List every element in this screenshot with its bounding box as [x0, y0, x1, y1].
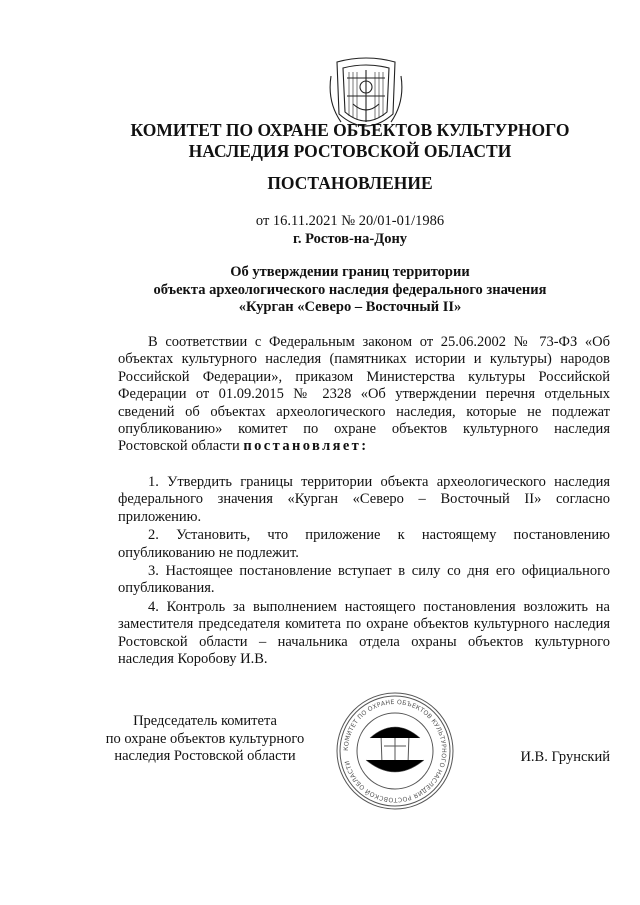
decree-item: 4. Контроль за выполнением настоящего постановления возложить на заместителя председателя комитета по охране объектов культурного наследия Ростовской области – начальника отдела охраны объектов культурного наследия Коробову И.В.: [118, 598, 610, 668]
decree-word: постановляет:: [243, 438, 369, 455]
subject-line-2: объекта археологического наследия федерального значения: [153, 281, 547, 298]
subject-line-1: Об утверждении границ территории: [230, 264, 470, 280]
document-subject: [90, 264, 610, 317]
date-number: от 16.11.2021 № 20/01-01/1986: [255, 213, 445, 229]
position-line-1: Председатель комитета: [133, 713, 277, 729]
org-line-2: НАСЛЕДИЯ РОСТОВСКОЙ ОБЛАСТИ: [188, 141, 512, 161]
document-type: ПОСТАНОВЛЕНИЕ: [267, 173, 433, 193]
city: г. Ростов-на-Дону: [292, 231, 408, 247]
preamble-text: В соответствии с Федеральным законом от 25.06.2002 № 73-ФЗ «Об объектах культурного наследия (памятниках истории и культуры) народов Российской Федерации», приказом Министерства культуры Российской Федерации от 01.09.2015 № 2328 «Об утверждении перечня отдельных сведений об объектах археологического наследия, которые не подлежат опубликованию» комитет по охране объектов культурного наследия Ростовской области: [118, 334, 610, 455]
signatory-name: И.В. Грунский: [520, 749, 610, 765]
decree-item: 3. Настоящее постановление вступает в силу со дня его официального опубликования.: [118, 563, 610, 597]
seal-ring-text: КОМИТЕТ ПО ОХРАНЕ ОБЪЕКТОВ КУЛЬТУРНОГО НАСЛЕДИЯ РОСТОВСКОЙ ОБЛАСТИ: [342, 698, 448, 804]
decree-items: [118, 474, 610, 669]
decree-item: 1. Утвердить границы территории объекта археологического наследия федерального значения «Курган «Северо – Восточный II» согласно приложению.: [118, 474, 610, 525]
subject-line-3: «Курган «Северо – Восточный II»: [238, 299, 462, 315]
position-line-2: по охране объектов культурного: [105, 730, 305, 747]
decree-item: 2. Установить, что приложение к настоящему постановлению опубликованию не подлежит.: [118, 527, 610, 561]
official-seal-icon: [334, 690, 456, 812]
position-line-3: наследия Ростовской области: [114, 748, 296, 764]
signatory-position: [90, 713, 320, 766]
preamble-paragraph: [118, 334, 610, 456]
org-line-1: КОМИТЕТ ПО ОХРАНЕ ОБЪЕКТОВ КУЛЬТУРНОГО: [130, 120, 570, 140]
issuing-authority: [90, 120, 610, 162]
